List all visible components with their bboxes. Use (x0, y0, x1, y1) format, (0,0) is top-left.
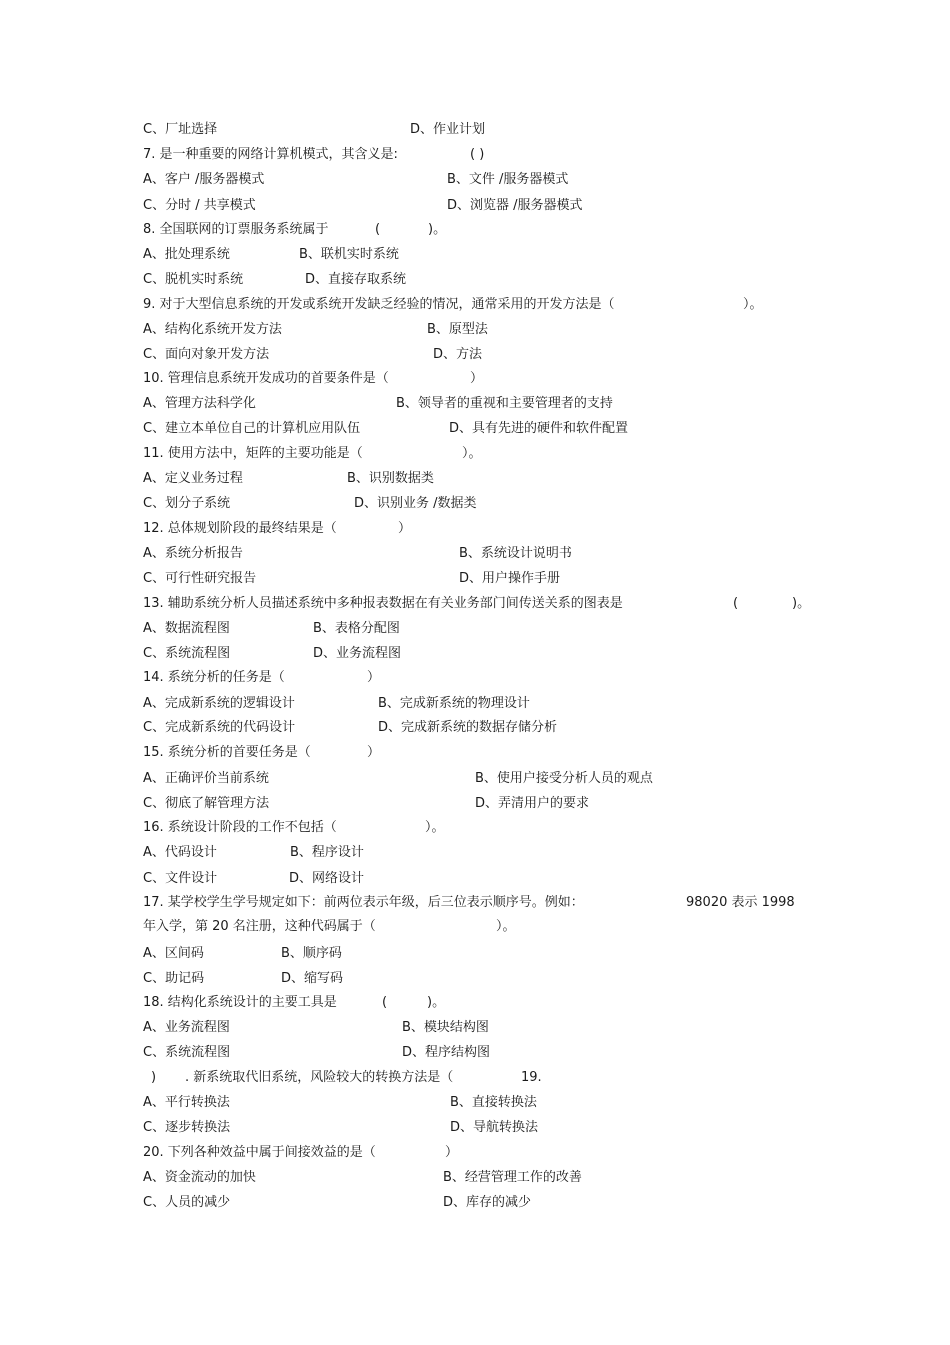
text-line: C、厂址选择 (143, 122, 218, 137)
option-line: B、联机实时系统 (299, 247, 399, 262)
option-line: A、代码设计 (143, 845, 217, 860)
option-line: B、领导者的重视和主要管理者的支持 (396, 396, 613, 411)
option-line: D、导航转换法 (450, 1120, 539, 1135)
text-line: ( (382, 995, 388, 1010)
option-line: A、平行转换法 (143, 1095, 230, 1110)
text-line: ）。 (496, 919, 516, 934)
question-line: . 新系统取代旧系统，风险较大的转换方法是（ (185, 1070, 454, 1085)
option-line: B、使用户接受分析人员的观点 (475, 771, 653, 786)
text-line: ）。 (425, 820, 445, 835)
text-line: ) (151, 1070, 157, 1085)
text-line: ） (367, 670, 381, 685)
option-line: D、浏览器 /服务器模式 (447, 198, 583, 213)
option-line: B、完成新系统的物理设计 (378, 696, 530, 711)
question-line: 20. 下列各种效益中属于间接效益的是（ (143, 1145, 376, 1160)
text-line: D、作业计划 (410, 122, 486, 137)
question-line: 13. 辅助系统分析人员描述系统中多种报表数据在有关业务部门间传送关系的图表是 (143, 596, 623, 611)
option-line: D、缩写码 (281, 971, 344, 986)
option-line: C、面向对象开发方法 (143, 347, 270, 362)
option-line: D、库存的减少 (443, 1195, 532, 1210)
option-line: B、直接转换法 (450, 1095, 537, 1110)
option-line: B、表格分配图 (313, 621, 400, 636)
option-line: A、结构化系统开发方法 (143, 322, 282, 337)
option-line: D、具有先进的硬件和软件配置 (449, 421, 629, 436)
text-line: ( ) (470, 147, 485, 162)
option-line: D、用户操作手册 (459, 571, 561, 586)
question-line: 12. 总体规划阶段的最终结果是（ (143, 521, 337, 536)
option-line: D、网络设计 (289, 871, 365, 886)
option-line: B、原型法 (427, 322, 488, 337)
question-line: 14. 系统分析的任务是（ (143, 670, 285, 685)
text-line: )。 (427, 995, 446, 1010)
option-line: B、文件 /服务器模式 (447, 172, 569, 187)
option-line: C、脱机实时系统 (143, 272, 244, 287)
option-line: A、管理方法科学化 (143, 396, 256, 411)
option-line: D、识别业务 /数据类 (354, 496, 477, 511)
option-line: C、逐步转换法 (143, 1120, 231, 1135)
question-line: 年入学，第 20 名注册，这种代码属于（ (143, 919, 376, 934)
option-line: B、程序设计 (290, 845, 364, 860)
text-line: ）。 (462, 446, 482, 461)
question-line: 8. 全国联网的订票服务系统属于 (143, 222, 329, 237)
option-line: B、模块结构图 (402, 1020, 489, 1035)
option-line: B、系统设计说明书 (459, 546, 572, 561)
question-line: 15. 系统分析的首要任务是（ (143, 745, 311, 760)
text-line: ） (445, 1145, 459, 1160)
option-line: D、完成新系统的数据存储分析 (378, 720, 558, 735)
option-line: C、分时 / 共享模式 (143, 198, 256, 213)
question-line: 10. 管理信息系统开发成功的首要条件是（ (143, 371, 389, 386)
text-line: ） (470, 371, 484, 386)
text-line: 98020 表示 1998 (686, 895, 795, 910)
option-line: C、彻底了解管理方法 (143, 796, 270, 811)
question-line: 16. 系统设计阶段的工作不包括（ (143, 820, 337, 835)
text-line: )。 (792, 596, 811, 611)
option-line: C、可行性研究报告 (143, 571, 257, 586)
question-line: 7. 是一种重要的网络计算机模式，其含义是: (143, 147, 398, 162)
question-line: 11. 使用方法中，矩阵的主要功能是（ (143, 446, 363, 461)
option-line: C、文件设计 (143, 871, 218, 886)
text-line: ） (398, 521, 412, 536)
question-line: 17. 某学校学生学号规定如下：前两位表示年级，后三位表示顺序号。例如： (143, 895, 584, 910)
text-line: ）。 (743, 297, 763, 312)
option-line: A、资金流动的加快 (143, 1170, 256, 1185)
option-line: C、完成新系统的代码设计 (143, 720, 296, 735)
option-line: C、建立本单位自己的计算机应用队伍 (143, 421, 361, 436)
text-line: ( (375, 222, 381, 237)
option-line: C、系统流程图 (143, 646, 231, 661)
option-line: D、弄清用户的要求 (475, 796, 590, 811)
option-line: A、数据流程图 (143, 621, 230, 636)
option-line: B、识别数据类 (347, 471, 434, 486)
option-line: C、人员的减少 (143, 1195, 231, 1210)
option-line: C、助记码 (143, 971, 205, 986)
text-line: )。 (428, 222, 447, 237)
option-line: B、经营管理工作的改善 (443, 1170, 582, 1185)
option-line: A、客户 /服务器模式 (143, 172, 265, 187)
question-line: 9. 对于大型信息系统的开发或系统开发缺乏经验的情况，通常采用的开发方法是（ (143, 297, 615, 312)
text-line: ） (367, 745, 381, 760)
question-line: 18. 结构化系统设计的主要工具是 (143, 995, 337, 1010)
option-line: A、业务流程图 (143, 1020, 230, 1035)
option-line: A、系统分析报告 (143, 546, 243, 561)
option-line: A、完成新系统的逻辑设计 (143, 696, 295, 711)
text-line: ( (733, 596, 739, 611)
option-line: A、批处理系统 (143, 247, 230, 262)
option-line: D、业务流程图 (313, 646, 402, 661)
text-line: 19. (521, 1070, 542, 1085)
option-line: A、区间码 (143, 946, 204, 961)
option-line: D、方法 (433, 347, 483, 362)
option-line: B、顺序码 (281, 946, 342, 961)
option-line: C、划分子系统 (143, 496, 231, 511)
option-line: C、系统流程图 (143, 1045, 231, 1060)
option-line: A、定义业务过程 (143, 471, 243, 486)
option-line: A、正确评价当前系统 (143, 771, 269, 786)
option-line: D、直接存取系统 (305, 272, 407, 287)
option-line: D、程序结构图 (402, 1045, 491, 1060)
